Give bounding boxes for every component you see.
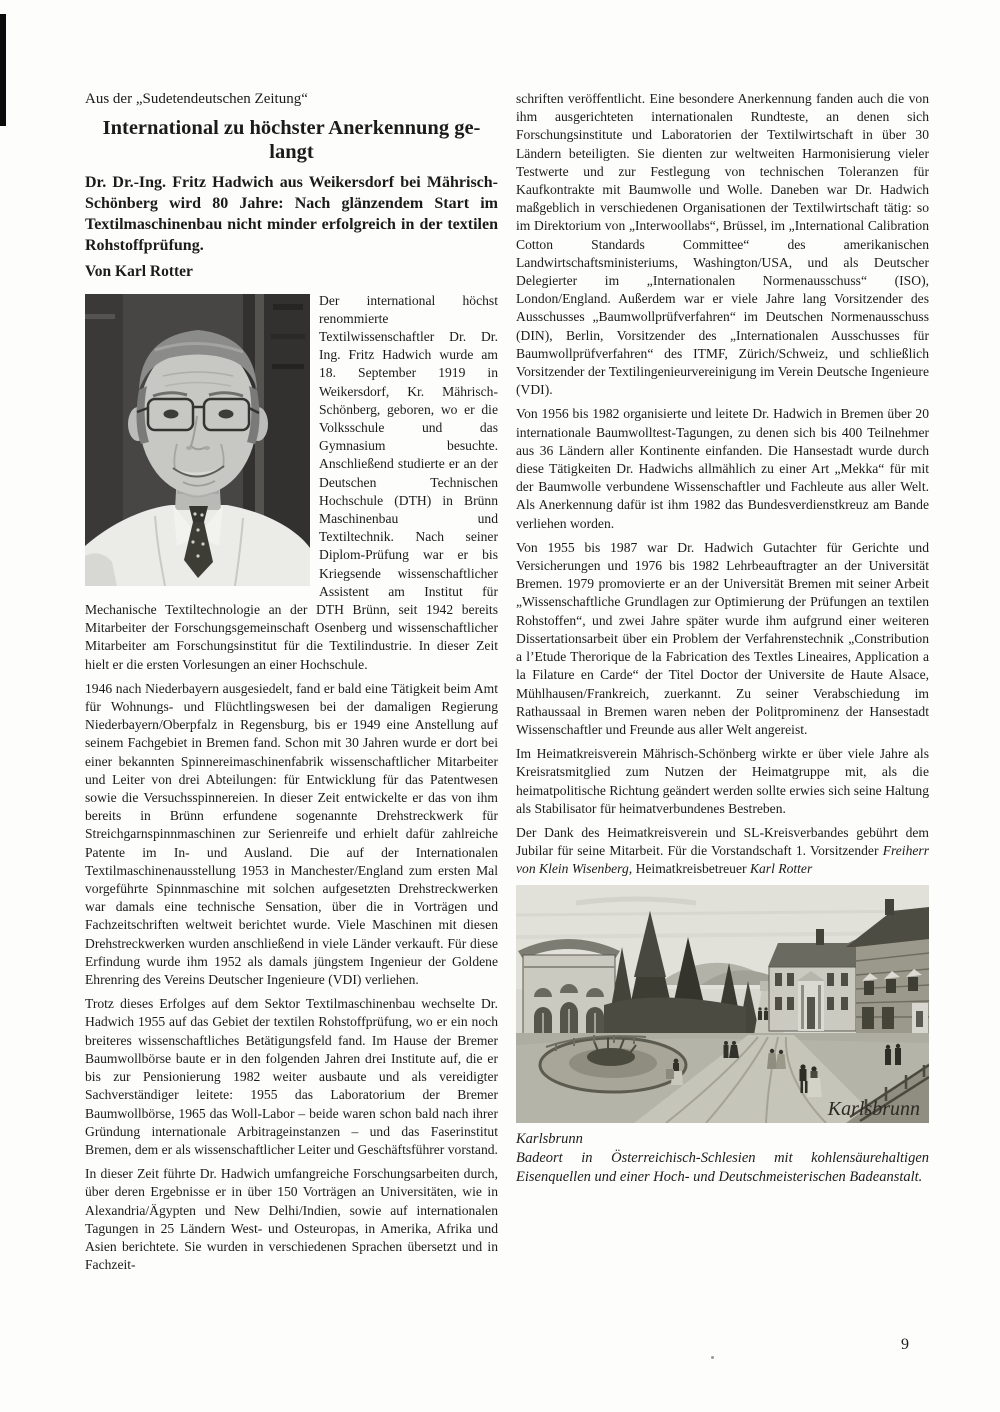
karlsbrunn-illustration — [516, 885, 929, 1123]
closing-text-mid: Heimatkreisbetreuer — [632, 861, 750, 877]
karlsbrunn-engraving — [516, 885, 929, 1123]
kicker: Aus der „Sudetendeutschen Zeitung“ — [85, 91, 308, 107]
closing-text-before: Der Dank des Heimatkreisverein und SL-Kreisverbandes gebührt dem Jubilar für seine Mitarbeit. Für die Vorstandschaft 1. Vorsitzender — [516, 824, 929, 859]
subhead: Dr. Dr.-Ing. Fritz Hadwich aus Weikersdorf bei Mährisch-Schönberg wird 80 Jahre: Nach glänzendem Start im Textilmaschinenbau nicht minder erfolgreich in der textilen Rohstoffprüfung. — [85, 174, 498, 254]
engraving-signature: Karlsbrunn — [827, 1097, 920, 1120]
figure-caption — [516, 1130, 929, 1187]
closing-name-wisenberg: Freiherr von Klein Wisenberg, — [516, 843, 929, 877]
portrait-photo — [85, 294, 310, 586]
paragraph: Im Heimatkreisverein Mährisch-Schönberg wirkte er über viele Jahre als Kreisratsmitglied zum Nutzen der Heimatgruppe mit, als die heimatpolitische Richtung geändert werden sollte erwies sich seine Haltung als Stabilisator für heimatverbundenes Bestreben. — [516, 746, 929, 816]
right-column — [516, 90, 929, 1187]
paragraph: 1946 nach Niederbayern ausgesiedelt, fand er bald eine Tätigkeit beim Amt für Wohnungs- und Flüchtlingswesen bei der damaligen Regierung Niederbayern/Oberpfalz in Regensburg, bis er 1949 eine Anstellung auf seinem Fachgebiet in Bremen fand. Schon mit 30 Jahren wurde er dort bei einer bekannten Spinnereimaschinenfabrik wissenschaftlicher Mitarbeiter und Leiter von drei Abteilungen: für Entwicklung für das Patentwesen sowie die Versuchsspinnereien. In dieser Zeit entwickelte er das von ihm bereits in Brünn erfundene sogenannte Drehstreckwerk für Streichgarnspinnmaschinen zur Serienreife und erhielt dafür zahlreiche Patente im In- und Ausland. Die auf der Internationalen Textilmaschinenausstellung 1953 in Manchester/England zum ersten Mal vorgeführte Spinnmaschine mit solchen aufgesetzten Drehstreckwerken war damals eine technische Sensation, über die in Vorträgen und Fachzeitschriften weltweit berichtet wurde. Viele Maschinen mit diesen Drehstreckwerken wurden anschließend in viele Länder verkauft. Für diese Erfindung wurde ihm 1952 als damals jüngstem Ingenieur der Goldene Ehrenring des Vereins Deutscher Ingenieure (VDI) verliehen. — [85, 680, 498, 988]
paragraph: schriften veröffentlicht. Eine besondere Anerkennung fanden auch die von ihm ausgerichteten internationalen Rundteste, an denen sich Forschungsinstitute und Laboratorien der Textilwirtschaft in über 30 Ländern beteiligten. Sie dienten zur weltweiten Harmonisierung vieler Testwerte und zur Festlegung von technischen Toleranzen für Kaufkontrakte mit Baumwolle und Wolle. Daneben war Dr. Hadwich maßgeblich in verschiedenen Organisationen der Textilwirtschaft tätig: so im Direktorium von „Interwoollabs“, Brüssel, im „International Calibration Cotton Standards Committee“ des amerikanischen Landwirtschaftsministeriums, Washington/USA, und als Deutscher Delegierter im „Internationalen Normenausschuss“ (ISO), London/England. Außerdem war er viele Jahre lang Vorsitzender des Ausschusses „Baumwollprüfverfahren“ im Deutschen Normenausschuss (DIN), Berlin, Vorsitzender des „Internationalen Ausschusses für Baumwollprüfverfahren“ des ITMF, Zürich/Schweiz, und schließlich Vorsitzender der Textilingenieurvereinigung im Verein Deutsche Ingenieure (VDI). — [516, 91, 929, 398]
scan-artifact-dot — [711, 1356, 714, 1359]
left-column — [85, 90, 498, 1274]
caption-body: Badeort in Österreichisch-Schlesien mit kohlensäurehaltigen Eisenquellen und einer Hoch- und Deutschmeisterischen Badeanstalt. — [516, 1149, 929, 1185]
page-number: 9 — [901, 1336, 909, 1353]
article-body-left — [85, 292, 498, 1275]
paragraph: Trotz dieses Erfolges auf dem Sektor Textilmaschinenbau wechselte Dr. Hadwich 1955 auf das Gebiet der textilen Rohstoffprüfung, wo er ein noch breiteres wissenschaftliches Betätigungsfeld fand. Im Hause der Bremer Baumwollbörse baute er in den folgenden Jahren drei Institute auf, die er bis zur Pensionierung 1982 weiter ausbaute und als vereidigter Sachverständiger leitete: 1955 das Laboratorium der Bremer Baumwollbörse, 1965 das Woll-Labor – beide waren schon bald nach ihrer Gründung internationale Arbitrageinstanzen – und das Faserinstitut Bremen, dem er als wissenschaftlicher Leiter und Geschäftsführer vorstand. — [85, 996, 498, 1157]
headline-line2: langt — [269, 141, 314, 164]
portrait-illustration — [85, 294, 310, 586]
paragraph: Der international höchst renommierte Textilwissenschaftler Dr. Dr. Ing. Fritz Hadwich wurde am 18. September 1919 in Weikersdorf, Kr. Mährisch-Schönberg, geboren, wo er die Volksschule und das Gymnasium besuchte. Anschließend studierte er an der Deutschen Technischen Hochschule (DTH) in Brünn Maschinenbau und Textiltechnik. Nach seiner Diplom-Prüfung war er bis Kriegsende wissenschaftlicher Assistent am Institut für Mechanische Textiltechnologie an der DTH Brünn, seit 1942 bereits Mitarbeiter der Forschungsgemeinschaft Osenberg und wissenschaftlicher Mitarbeiter am Forschungsinstitut für die Textilindustrie. In dieser Zeit hielt er die ersten Vorlesungen an einer Hochschule. — [85, 292, 498, 672]
paragraph: In dieser Zeit führte Dr. Hadwich umfangreiche Forschungsarbeiten durch, über deren Ergebnisse er in über 150 Vorträgen an Universitäten, wie in Alexandria/Ägypten und New Delhi/Indien, sowie auf internationalen Tagungen in 25 Ländern West- und Osteuropas, in Amerika, Afrika und Asien berichtete. Sie wurden in verschiedenen Sprachen übersetzt und in Fachzeit- — [85, 1166, 498, 1273]
scan-artifact-bar — [0, 14, 6, 126]
headline — [85, 116, 498, 164]
closing-paragraph — [516, 824, 929, 879]
byline: Von Karl Rotter — [85, 262, 193, 280]
closing-name-rotter: Karl Rotter — [749, 861, 813, 877]
caption-title: Karlsbrunn — [516, 1130, 583, 1147]
paragraph: Von 1956 bis 1982 organisierte und leitete Dr. Hadwich in Bremen über 20 internationale Baumwolltest-Tagungen, zu denen sich bis 400 Teilnehmer aus 36 Ländern aller Kontinente einfanden. Die Hansestadt wurde durch diese Tätigkeiten Dr. Hadwichs allmählich zu einer Art „Mekka“ für mit der Baumwolle verbundene Wissenschaftler und Fachleute aus aller Welt. Als Anerkennung dafür ist ihm 1982 das Bundesverdienstkreuz am Bande verliehen worden. — [516, 406, 929, 531]
paragraph: Von 1955 bis 1987 war Dr. Hadwich Gutachter für Gerichte und Versicherungen und 1976 bis 1982 Lehrbeauftragter an der Universität Bremen. 1979 promovierte er an der Universität Bremen mit seiner Arbeit „Wissenschaftliche Grundlagen zur Optimierung der Prüfungen an textilen Rohstoffen“, und zwei Jahre später wurde ihm aufgrund einer weiteren Dissertationsarbeit über ein Problem der Verfahrenstechnik „Constribution a l’Etude Therorique de la Fabrication des Textles Lineaires, Application a la Filature en Carde“ der Titel Doctor der Universite de Haute Alsace, Mühlhausen/Frankreich, zuerkannt. Zu seiner Verabschiedung im Rathaussaal in Bremen waren neben der Politprominenz der Hansestadt Wissenschaftler und Freunde aus aller Welt angereist. — [516, 539, 929, 737]
headline-line1: International zu höchster Anerkennung ge- — [102, 117, 481, 139]
